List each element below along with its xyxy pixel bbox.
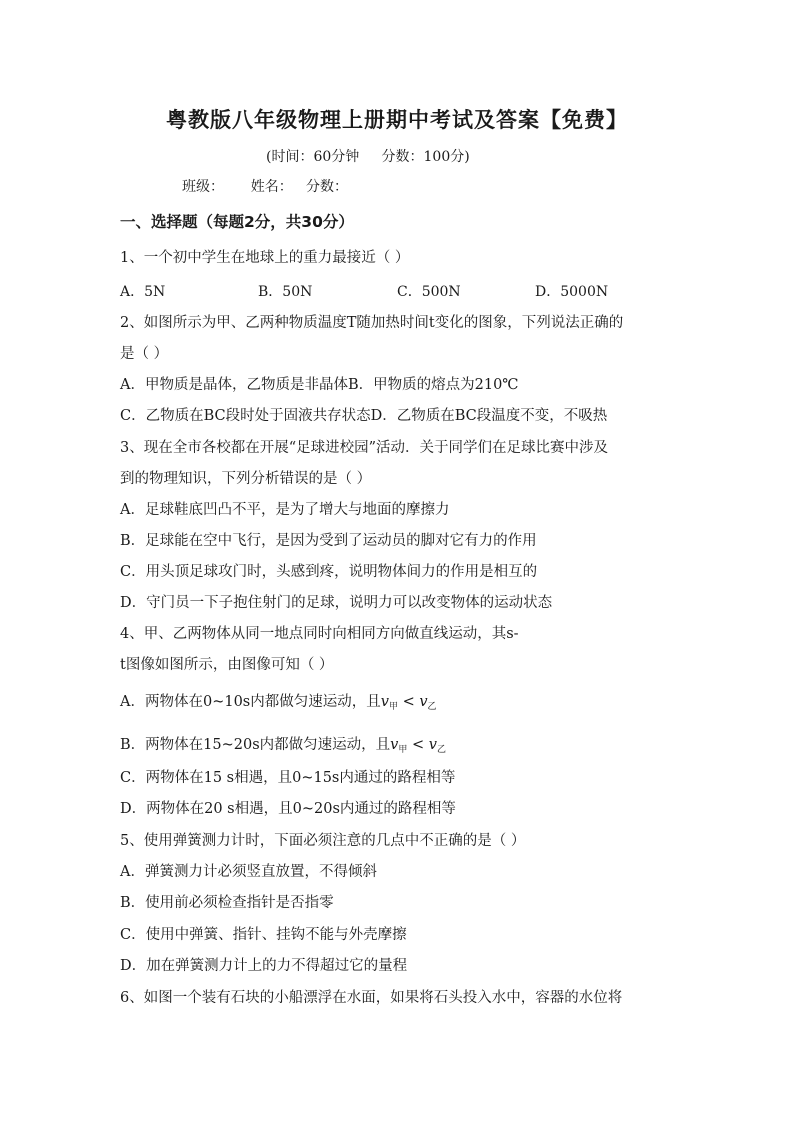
section-heading: 一、选择题（每题2分，共30分） xyxy=(120,213,354,231)
velocity-subscript-yi: 乙 xyxy=(436,745,446,755)
velocity-symbol: v xyxy=(419,694,428,710)
student-info: 班级： 姓名： 分数： xyxy=(182,179,349,195)
velocity-symbol: v xyxy=(390,737,399,753)
question-4-option-a xyxy=(120,690,437,712)
question-4-option-a-text: A．两物体在0~10s内都做匀速运动，且 xyxy=(120,694,381,710)
less-than-sign: < xyxy=(397,694,420,710)
less-than-sign: < xyxy=(407,737,429,753)
question-5-option-a: A．弹簧测力计必须竖直放置，不得倾斜 xyxy=(120,864,377,880)
question-3-option-d: D．守门员一下子抱住射门的足球，说明力可以改变物体的运动状态 xyxy=(120,595,553,611)
question-3-stem-line2: 到的物理知识，下列分析错误的是（ ） xyxy=(120,471,372,487)
question-4-option-b-text: B．两物体在15~20s内都做匀速运动，且 xyxy=(120,737,391,753)
question-2-options-ab: A．甲物质是晶体，乙物质是非晶体B．甲物质的熔点为210℃ xyxy=(120,377,519,393)
question-4-option-c: C．两物体在15 s相遇，且0~15s内通过的路程相等 xyxy=(120,770,456,786)
question-1-stem: 1、一个初中学生在地球上的重力最接近（ ） xyxy=(120,250,410,266)
question-1-option-d: D．5000N xyxy=(535,284,609,300)
question-1-option-b: B．50N xyxy=(258,284,313,300)
question-1-option-c: C．500N xyxy=(397,284,461,300)
velocity-symbol: v xyxy=(428,737,437,753)
velocity-subscript-yi: 乙 xyxy=(427,702,437,712)
exam-meta: (时间：60分钟 分数：100分) xyxy=(266,149,470,165)
question-4-option-b xyxy=(120,733,446,755)
question-5-option-d: D．加在弹簧测力计上的力不得超过它的量程 xyxy=(120,958,408,974)
velocity-symbol: v xyxy=(380,694,389,710)
velocity-subscript-jia: 甲 xyxy=(388,702,398,712)
question-3-option-b: B．足球能在空中飞行，是因为受到了运动员的脚对它有力的作用 xyxy=(120,533,537,549)
question-5-option-b: B．使用前必须检查指针是否指零 xyxy=(120,895,334,911)
question-2-stem-line1: 2、如图所示为甲、乙两种物质温度T随加热时间t变化的图象，下列说法正确的 xyxy=(120,315,624,331)
question-5-stem: 5、使用弹簧测力计时，下面必须注意的几点中不正确的是（ ） xyxy=(120,833,526,849)
page-title: 粤教版八年级物理上册期中考试及答案【免费】 xyxy=(166,108,628,132)
question-6-stem-line1: 6、如图一个装有石块的小船漂浮在水面，如果将石头投入水中，容器的水位将 xyxy=(120,990,623,1006)
question-4-stem-line1: 4、甲、乙两物体从同一地点同时向相同方向做直线运动，其s- xyxy=(120,626,519,642)
question-1-option-a: A．5N xyxy=(120,284,166,300)
velocity-subscript-jia: 甲 xyxy=(398,745,408,755)
question-3-option-a: A．足球鞋底凹凸不平，是为了增大与地面的摩擦力 xyxy=(120,502,450,518)
question-2-stem-line2: 是（ ） xyxy=(120,346,169,362)
question-4-stem-line2: t图像如图所示，由图像可知（ ） xyxy=(120,657,334,673)
question-4-option-d: D．两物体在20 s相遇，且0~20s内通过的路程相等 xyxy=(120,801,456,817)
question-5-option-c: C．使用中弹簧、指针、挂钩不能与外壳摩擦 xyxy=(120,927,407,943)
question-2-options-cd: C．乙物质在BC段时处于固液共存状态D．乙物质在BC段温度不变，不吸热 xyxy=(120,408,608,424)
question-3-stem-line1: 3、现在全市各校都在开展“足球进校园”活动．关于同学们在足球比赛中涉及 xyxy=(120,440,609,456)
question-3-option-c: C．用头顶足球攻门时，头感到疼，说明物体间力的作用是相互的 xyxy=(120,564,538,580)
